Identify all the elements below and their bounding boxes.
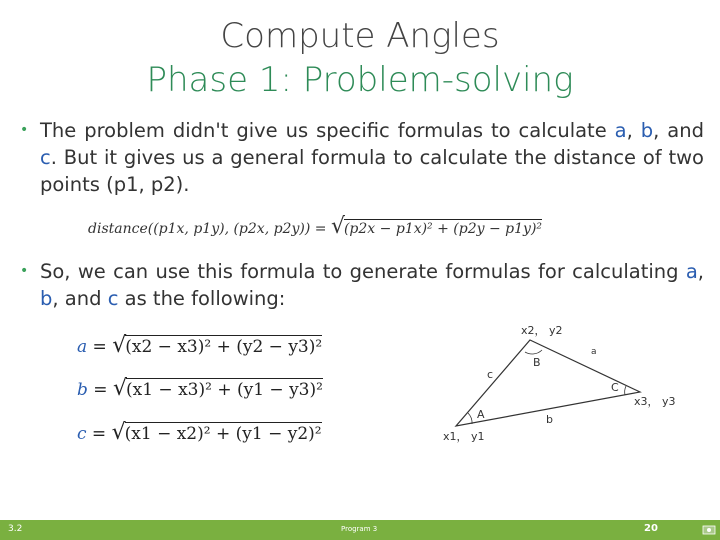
- formula-var: b: [77, 380, 88, 400]
- var-c: c: [40, 146, 51, 169]
- bullet2-comma: ,: [697, 260, 704, 283]
- radical-icon: √: [111, 420, 126, 445]
- side-label-b: b: [546, 413, 553, 426]
- radical-icon: √: [112, 376, 127, 401]
- angle-label-C: C: [611, 381, 619, 394]
- var-b: b: [40, 287, 53, 310]
- var-a: a: [685, 260, 698, 283]
- bullet1-text-b: , and: [653, 119, 704, 142]
- var-c: c: [107, 287, 119, 310]
- footer-section-number: 3.2: [8, 524, 23, 534]
- formula-radicand: (x1 − x2)² + (y1 − y2)²: [124, 424, 322, 444]
- bullet-dot-icon: •: [20, 263, 29, 279]
- angle-label-B: B: [533, 356, 541, 369]
- bullet2-tail: as the following:: [118, 287, 286, 310]
- logo-icon: [702, 523, 716, 537]
- vertex-label-bottom: x1， y1: [443, 430, 485, 443]
- distance-radicand: (p2x − p1x)² + (p2y − p1y)²: [343, 221, 543, 237]
- vertex-label-right: x3， y3: [634, 395, 676, 408]
- angle-A-arc: [468, 413, 472, 424]
- formula-radicand: (x2 − x3)² + (y2 − y3)²: [125, 337, 323, 357]
- bullet1-text-c: . But it gives us a general formula to calculate the distance of two points (p1, p2).: [40, 146, 704, 196]
- angle-C-arc: [625, 386, 626, 395]
- angle-label-A: A: [477, 408, 485, 421]
- radical-icon: √: [330, 214, 345, 239]
- footer-program: Program 3: [341, 525, 378, 533]
- formula-c: c = √(x1 − x2)² + (y1 − y2)²: [77, 420, 322, 445]
- footer-bar: [0, 520, 720, 540]
- var-b: b: [640, 119, 654, 142]
- formula-var: a: [77, 337, 88, 357]
- bullet2-text-a: So, we can use this formula to generate formulas for calculating: [40, 260, 686, 283]
- bullet1-comma: ,: [626, 119, 641, 142]
- bullet2-and: , and: [52, 287, 108, 310]
- side-label-c: c: [487, 368, 494, 381]
- formula-a: a = √(x2 − x3)² + (y2 − y3)²: [77, 333, 323, 358]
- formula-b: b = √(x1 − x3)² + (y1 − y3)²: [77, 376, 323, 401]
- formula-radicand: (x1 − x3)² + (y1 − y3)²: [125, 380, 323, 400]
- side-label-a: a: [591, 347, 597, 357]
- angle-B-arc: [525, 350, 542, 354]
- bullet1-text-a: The problem didn't give us specific formulas to calculate: [40, 119, 615, 142]
- vertex-label-top: x2， y2: [521, 324, 563, 337]
- var-a: a: [614, 119, 627, 142]
- page-number: 20: [644, 523, 658, 534]
- formula-var: c: [77, 424, 87, 444]
- radical-icon: √: [112, 333, 127, 358]
- bullet-dot-icon: •: [20, 122, 29, 138]
- title-line-1: Compute Angles: [220, 16, 500, 56]
- title-line-2: Phase 1: Problem-solving: [146, 60, 574, 100]
- distance-lhs: distance((p1x, p1y), (p2x, p2y)) =: [88, 221, 327, 237]
